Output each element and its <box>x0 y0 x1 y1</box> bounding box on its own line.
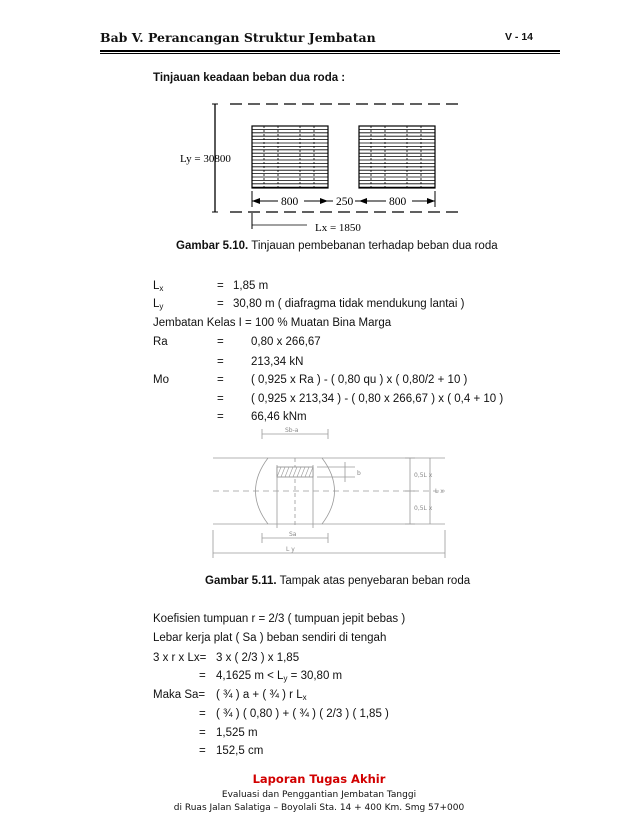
half-lx-top-label: 0,5L x <box>414 472 433 479</box>
header-rule-thick <box>100 50 560 52</box>
calc-label: 3 x r x Lx= <box>153 652 207 664</box>
ly-value: 30,80 m ( diafragma tidak mendukung lantai ) <box>233 298 465 310</box>
half-lx-bottom-label: 0,5L x <box>414 505 433 512</box>
lebar-kerja-text: Lebar kerja plat ( Sa ) beban sendiri di tengah <box>153 632 387 644</box>
eq-sign: = <box>217 393 224 405</box>
eq-sign: = <box>199 708 206 720</box>
calc-value: ( ¾ ) ( 0,80 ) + ( ¾ ) ( 2/3 ) ( 1,85 ) <box>216 708 389 720</box>
calc-label: Mo <box>153 374 169 386</box>
lx-label: $L_x$ <box>153 280 164 293</box>
caption-text: Tampak atas penyebaran beban roda <box>276 575 471 587</box>
calc-label: Maka Sa= <box>153 689 206 701</box>
chapter-header: Bab V. Perancangan Struktur Jembatan <box>100 30 376 45</box>
lx-label: Lx = 1850 <box>315 222 361 234</box>
calc-value: 0,80 x 266,67 <box>251 336 321 348</box>
footer-subtitle: Evaluasi dan Penggantian Jembatan Tanggi <box>221 790 417 800</box>
right-wheel-patch <box>359 126 435 188</box>
calc-label: Ra <box>153 336 168 348</box>
dim-mid-label: 250 <box>336 196 354 208</box>
eq-sign: = <box>217 280 224 292</box>
eq-sign: = <box>199 727 206 739</box>
figure-5-10-caption <box>176 240 498 252</box>
caption-number: Gambar 5.10. <box>176 240 249 252</box>
figure-5-11-caption <box>205 575 470 587</box>
ly-label: $L_y$ <box>153 298 164 311</box>
eq-sign: = <box>217 298 224 310</box>
figure-two-wheel-load <box>170 95 470 235</box>
lx-value: 1,85 m <box>233 280 269 292</box>
eq-sign: = <box>217 374 224 386</box>
calc-value: 4,1625 $m < L_y = 30,80$ m <box>216 670 343 683</box>
calc-value: 213,34 kN <box>251 356 304 368</box>
left-wheel-patch <box>252 126 328 188</box>
jembatan-kelas: Jembatan Kelas I = 100 % Muatan Bina Marga <box>153 317 392 329</box>
figure-wheel-load-spread <box>205 420 465 560</box>
calc-value: 152,5 cm <box>216 745 264 757</box>
calc-value: ( 0,925 x Ra ) - ( 0,80 qu ) x ( 0,80/2 + 10 ) <box>251 374 468 386</box>
b-label: b <box>357 470 361 477</box>
calc-value: 66,46 kNm <box>251 411 307 423</box>
calc-value: 1,525 m <box>216 727 258 739</box>
eq-sign: = <box>217 336 224 348</box>
eq-sign: = <box>217 411 224 423</box>
ly-label: Ly = 30800 <box>180 153 231 165</box>
dim-left-label: 800 <box>281 196 299 208</box>
caption-text: Tinjauan pembebanan terhadap beban dua roda <box>248 240 498 252</box>
footer-title: Laporan Tugas Akhir <box>252 772 386 786</box>
page-number: V - 14 <box>505 31 534 43</box>
koefisien-text: Koefisien tumpuan r = 2/3 ( tumpuan jepit bebas ) <box>153 613 406 625</box>
eq-sign: = <box>199 670 206 682</box>
sb-a-label: Sb-a <box>285 427 299 434</box>
calc-value: ( ¾ ) a + ( ¾ ) r $L_x$ <box>216 689 307 702</box>
caption-number: Gambar 5.11. <box>205 575 277 587</box>
eq-sign: = <box>217 356 224 368</box>
dim-right-label: 800 <box>389 196 407 208</box>
calc-value: 3 x ( 2/3 ) x 1,85 <box>216 652 300 664</box>
footer-location: di Ruas Jalan Salatiga – Boyolali Sta. 14 + 400 Km. Smg 57+000 <box>173 803 465 813</box>
eq-sign: = <box>199 745 206 757</box>
section-title: Tinjauan keadaan beban dua roda : <box>153 72 346 84</box>
sa-label: Sa <box>289 531 297 538</box>
header-rule-thin <box>100 53 560 54</box>
lx-label: L x <box>435 488 444 495</box>
ly-label: L y <box>286 546 295 553</box>
calc-value: ( 0,925 x 213,34 ) - ( 0,80 x 266,67 ) x ( 0,4 + 10 ) <box>251 393 504 405</box>
